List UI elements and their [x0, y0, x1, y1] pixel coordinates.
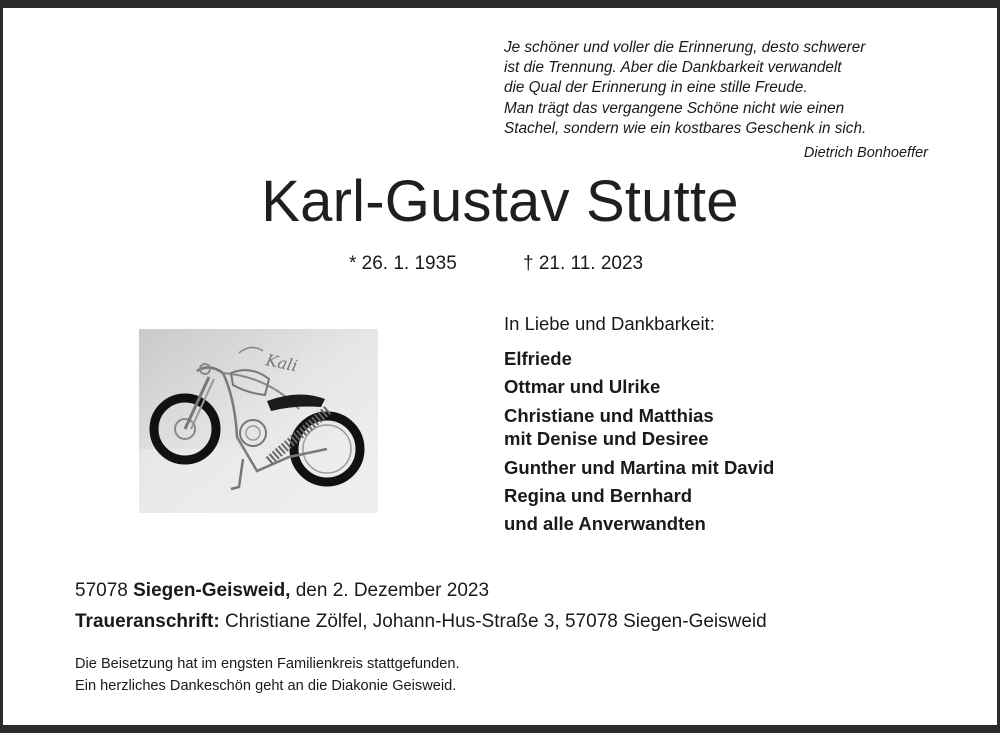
notes-block — [75, 653, 460, 697]
mourners-list — [504, 347, 774, 541]
postcode: 57078 — [75, 580, 128, 601]
address-label: Traueranschrift: — [75, 611, 220, 632]
quote-line: ist die Trennung. Aber die Dankbarkeit verwandelt — [504, 59, 842, 77]
mourner-group — [504, 347, 774, 370]
mourning-address — [75, 611, 767, 633]
mourner-group — [504, 512, 774, 535]
mourner-group — [504, 456, 774, 479]
quote-line: Je schöner und voller die Erinnerung, desto schwerer — [504, 39, 866, 56]
note-line: Ein herzliches Dankeschön geht an die Diakonie Geisweid. — [75, 678, 457, 694]
quote-line: die Qual der Erinnerung in eine stille Freude. — [504, 79, 808, 97]
mourner-group — [504, 404, 774, 451]
mourners-intro: In Liebe und Dankbarkeit: — [504, 313, 715, 334]
mourner-line: Christiane und Matthias — [504, 404, 714, 426]
quote-author: Dietrich Bonhoeffer — [803, 145, 928, 161]
mourner-line: mit Denise und Desiree — [504, 428, 709, 450]
date: den 2. Dezember 2023 — [295, 580, 490, 601]
mourner-line: Elfriede — [504, 348, 572, 369]
quote-block — [504, 38, 944, 139]
address-value: Christiane Zölfel, Johann-Hus-Straße 3, 57078 Siegen-Geisweid — [224, 611, 767, 632]
deceased-name: Karl-Gustav Stutte — [261, 169, 739, 234]
mourner-line: und alle Anverwandten — [504, 513, 706, 535]
mourner-group — [504, 484, 774, 507]
mourner-line: Gunther und Martina mit David — [504, 456, 775, 478]
city: Siegen-Geisweid, — [133, 580, 291, 601]
motorcycle-photo — [139, 329, 378, 513]
mourner-line: Ottmar und Ulrike — [504, 376, 661, 398]
note-line: Die Beisetzung hat im engsten Familienkreis stattgefunden. — [75, 656, 460, 672]
quote-line: Stachel, sondern wie ein kostbares Geschenk in sich. — [504, 119, 867, 137]
birth-date: * 26. 1. 1935 — [349, 253, 457, 274]
quote-line: Man trägt das vergangene Schöne nicht wie einen — [504, 99, 845, 117]
death-date: † 21. 11. 2023 — [523, 253, 644, 274]
mourner-line: Regina und Bernhard — [504, 485, 693, 507]
svg-text:Kali: Kali — [264, 350, 300, 376]
place-date-line — [75, 580, 489, 602]
mourner-group — [504, 375, 774, 398]
